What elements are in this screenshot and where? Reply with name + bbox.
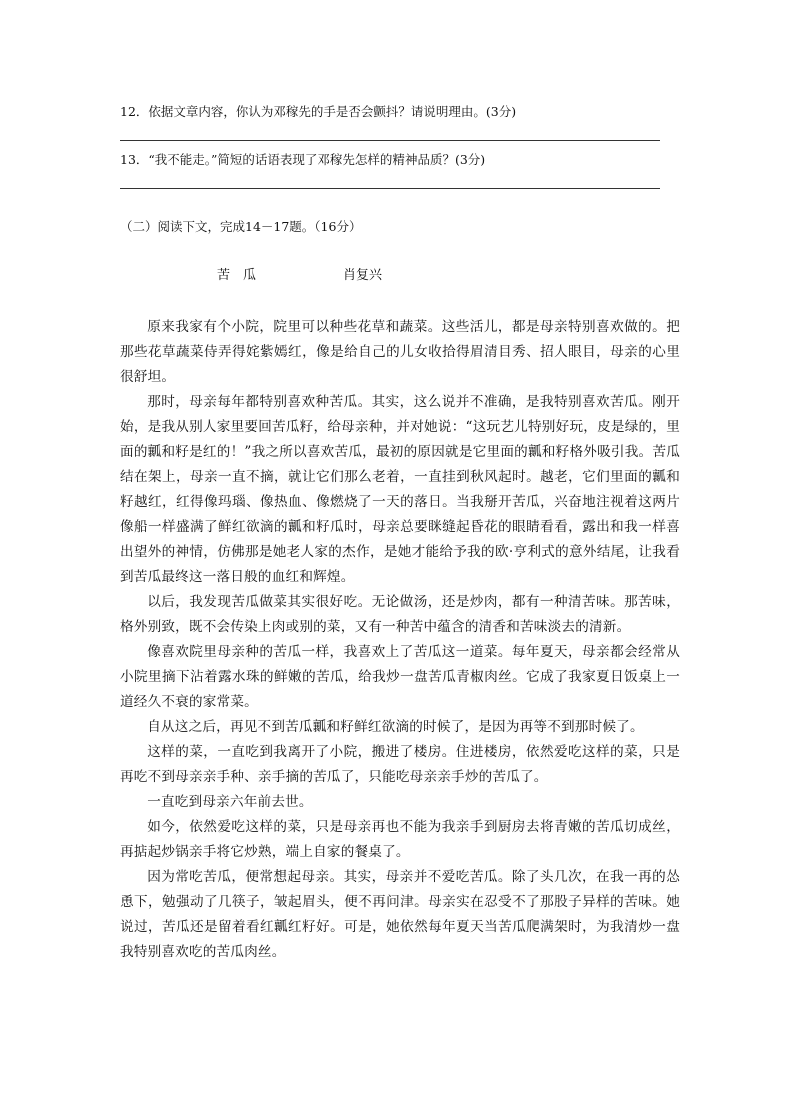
paragraph: 这样的菜，一直吃到我离开了小院，搬进了楼房。住进楼房，依然爱吃这样的菜，只是再吃不到母亲亲手种、亲手摘的苦瓜了，只能吃母亲亲手炒的苦瓜了。	[120, 744, 680, 785]
paragraph: 自从这之后，再见不到苦瓜瓤和籽鲜红欲滴的时候了，是因为再等不到那时候了。	[147, 719, 644, 735]
paragraph: 原来我家有个小院，院里可以种些花草和蔬菜。这些活儿，都是母亲特别喜欢做的。把那些花草蔬菜侍弄得姹紫嫣红，像是给自己的儿女收拾得眉清目秀、招人眼目，母亲的心里很舒坦。	[120, 319, 680, 385]
paragraph: 以后，我发现苦瓜做菜其实很好吃。无论做汤，还是炒肉，都有一种清苦味。那苦味，格外别致，既不会传染上肉或别的菜，又有一种苦中蕴含的清香和苦味淡去的清新。	[120, 594, 680, 635]
paragraph: 一直吃到母亲六年前去世。	[147, 794, 313, 810]
paragraph: 像喜欢院里母亲种的苦瓜一样，我喜欢上了苦瓜这一道菜。每年夏天，母亲都会经常从小院里摘下沾着露水珠的鲜嫩的苦瓜，给我炒一盘苦瓜青椒肉丝。它成了我家夏日饭桌上一道经久不衰的家常菜。	[120, 644, 680, 710]
question-12: 12．依据文章内容，你认为邓稼先的手是否会颤抖？请说明理由。(3分)	[120, 104, 517, 119]
section-header: （二）阅读下文，完成14－17题。（16分）	[120, 219, 362, 234]
paragraph: 因为常吃苦瓜，便常想起母亲。其实，母亲并不爱吃苦瓜。除了头几次，在我一再的怂恿下，勉强动了几筷子，皱起眉头，便不再问津。母亲实在忍受不了那股子异样的苦味。她说过，苦瓜还是留着看红瓤红籽好。可是，她依然每年夏天当苦瓜爬满架时，为我清炒一盘我特别喜欢吃的苦瓜肉丝。	[120, 869, 680, 960]
question-13: 13．“我不能走。”简短的话语表现了邓稼先怎样的精神品质？(3分)	[120, 152, 486, 167]
article-body	[120, 315, 680, 965]
paragraph: 那时，母亲每年都特别喜欢种苦瓜。其实，这么说并不准确，是我特别喜欢苦瓜。刚开始，是我从别人家里要回苦瓜籽，给母亲种，并对她说：“这玩艺儿特别好玩，皮是绿的，里面的瓤和籽是红的！”我之所以喜欢苦瓜，最初的原因就是它里面的瓤和籽格外吸引我。苦瓜结在架上，母亲一直不摘，就让它们那么老着，一直挂到秋风起时。越老，它们里面的瓤和籽越红，红得像玛瑙、像热血、像燃烧了一天的落日。当我掰开苦瓜，兴奋地注视着这两片像船一样盛满了鲜红欲滴的瓤和籽瓜时，母亲总要眯缝起昏花的眼睛看看，露出和我一样喜出望外的神情，仿佛那是她老人家的杰作，是她才能给予我的欧·亨利式的意外结尾，让我看到苦瓜最终这一落日般的血红和辉煌。	[120, 394, 680, 585]
article-author: 肖复兴	[343, 268, 383, 283]
article-title: 苦 瓜	[217, 268, 257, 283]
answer-line-13	[120, 188, 660, 189]
paragraph: 如今，依然爱吃这样的菜，只是母亲再也不能为我亲手到厨房去将青嫩的苦瓜切成丝，再掂起炒锅亲手将它炒熟，端上自家的餐桌了。	[120, 819, 680, 860]
answer-line-12	[120, 140, 660, 141]
